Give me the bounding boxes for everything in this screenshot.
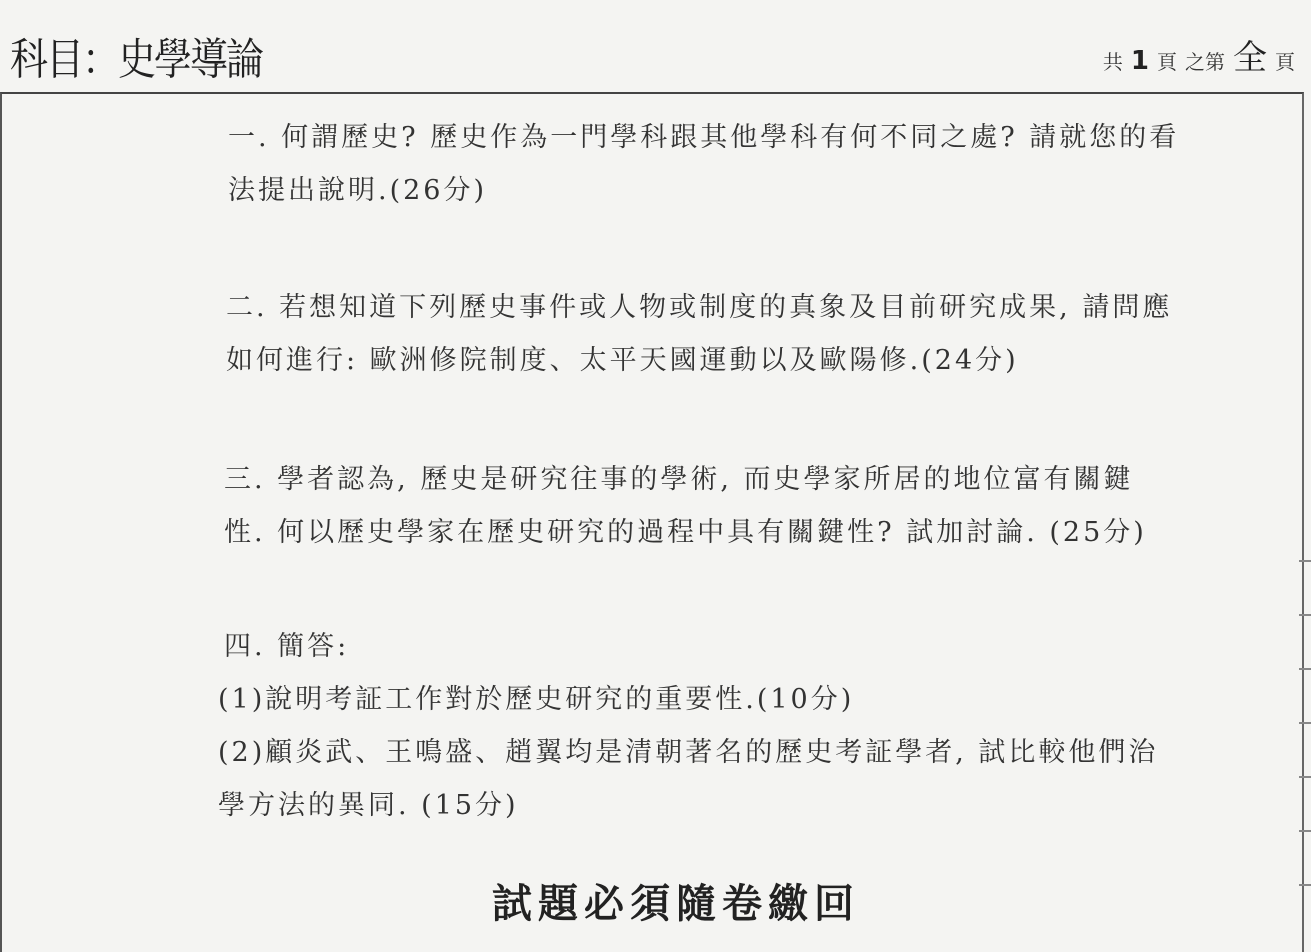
page-info-total: 1 xyxy=(1130,46,1149,76)
margin-tick xyxy=(1299,614,1311,616)
page-info-gong: 共 xyxy=(1102,50,1123,74)
question-4-heading: 四. 簡答: xyxy=(224,631,350,662)
margin-tick xyxy=(1299,776,1311,778)
question-3 xyxy=(224,453,1147,559)
question-4-part-2: (2)顧炎武、王鳴盛、趙翼均是清朝著名的歷史考証學者, 試比較他們治 xyxy=(218,737,1159,768)
return-notice: 試題必須隨卷繳回 xyxy=(492,880,860,927)
question-4-part-2-cont: 學方法的異同. (15分) xyxy=(218,790,519,821)
margin-tick xyxy=(1299,722,1311,724)
page-info-zhi-di: 之第 xyxy=(1185,50,1225,74)
margin-tick xyxy=(1299,668,1311,670)
margin-tick xyxy=(1299,884,1311,886)
question-1 xyxy=(228,111,1179,217)
margin-tick xyxy=(1299,830,1311,832)
question-2-line-2: 如何進行: 歐洲修院制度、太平天國運動以及歐陽修.(24分) xyxy=(226,345,1019,376)
question-4-part-1: (1)說明考証工作對於歷史研究的重要性.(10分) xyxy=(218,684,855,715)
subject-title: 科目：史學導論 xyxy=(10,34,263,85)
page-info-ye2: 頁 xyxy=(1275,50,1295,74)
question-2 xyxy=(226,281,1172,387)
question-1-line-1: 一. 何謂歷史? 歷史作為一門學科跟其他學科有何不同之處? 請就您的看 xyxy=(228,122,1180,153)
question-4 xyxy=(218,620,1159,832)
page-info-ye: 頁 xyxy=(1157,50,1177,74)
question-1-line-2: 法提出說明.(26分) xyxy=(228,175,488,206)
page-info-current: 全 xyxy=(1233,38,1267,78)
question-2-line-1: 二. 若想知道下列歷史事件或人物或制度的真象及目前研究成果, 請問應 xyxy=(226,292,1173,323)
question-3-line-2: 性. 何以歷史學家在歷史研究的過程中具有關鍵性? 試加討論. (25分) xyxy=(224,517,1147,548)
margin-tick xyxy=(1299,560,1311,562)
question-3-line-1: 三. 學者認為, 歷史是研究往事的學術, 而史學家所居的地位富有關鍵 xyxy=(224,464,1134,495)
